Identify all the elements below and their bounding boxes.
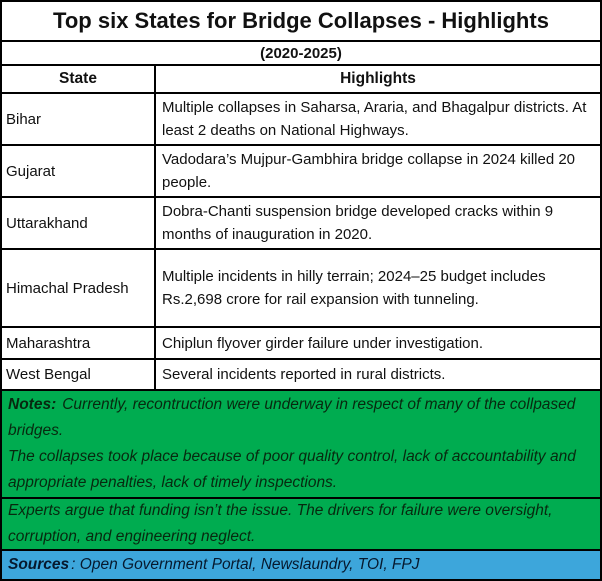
highlight-cell: Multiple collapses in Saharsa, Araria, and Bhagalpur districts. At least 2 deaths on National Highways. — [162, 99, 587, 139]
table-row — [2, 146, 600, 198]
table-header-row — [2, 66, 600, 94]
sources-label: Sources — [8, 556, 70, 573]
notes-text-1: Currently, recontruction were underway in respect of many of the collpased bridges. — [8, 396, 576, 439]
sources-bar — [2, 551, 600, 579]
highlight-cell: Several incidents reported in rural districts. — [162, 366, 446, 383]
notes-paragraph-1 — [8, 392, 594, 444]
table-row — [2, 198, 600, 250]
table-row — [2, 360, 600, 391]
sources-text: : Open Government Portal, Newslaundry, TOI, FPJ — [71, 556, 420, 573]
column-header-highlights: Highlights — [340, 70, 416, 87]
state-name-cell: Bihar — [2, 94, 156, 144]
title-bar — [2, 2, 600, 42]
state-name-cell: Gujarat — [2, 146, 156, 196]
state-name-cell: West Bengal — [2, 360, 156, 389]
state-name-cell: Uttarakhand — [2, 198, 156, 248]
column-header-state: State — [2, 66, 156, 92]
experts-note-section — [2, 499, 600, 551]
date-range-subtitle: (2020-2025) — [260, 44, 342, 62]
subtitle-bar — [2, 42, 600, 66]
highlight-cell: Chiplun flyover girder failure under investigation. — [162, 334, 484, 352]
table-row — [2, 94, 600, 146]
highlight-cell: Dobra-Chanti suspension bridge developed cracks within 9 months of inauguration in 2020. — [162, 203, 554, 243]
notes-label: Notes: — [8, 396, 57, 413]
notes-paragraph-2: The collapses took place because of poor quality control, lack of accountability and appropriate penalties, lack of timely inspections. — [8, 448, 576, 491]
table-row — [2, 328, 600, 360]
state-name-cell: Maharashtra — [2, 328, 156, 358]
notes-section — [2, 391, 600, 499]
experts-note-text: Experts argue that funding isn’t the issue. The drivers for failure were oversight, corruption, and engineering neglect. — [8, 502, 553, 545]
state-name-cell: Himachal Pradesh — [2, 250, 156, 326]
highlight-cell: Vadodara’s Mujpur-Gambhira bridge collapse in 2024 killed 20 people. — [162, 151, 576, 191]
highlight-cell: Multiple incidents in hilly terrain; 2024–25 budget includes Rs.2,698 crore for rail expansion with tunneling. — [162, 268, 546, 308]
page-title: Top six States for Bridge Collapses - Highlights — [53, 8, 549, 33]
table-row — [2, 250, 600, 328]
